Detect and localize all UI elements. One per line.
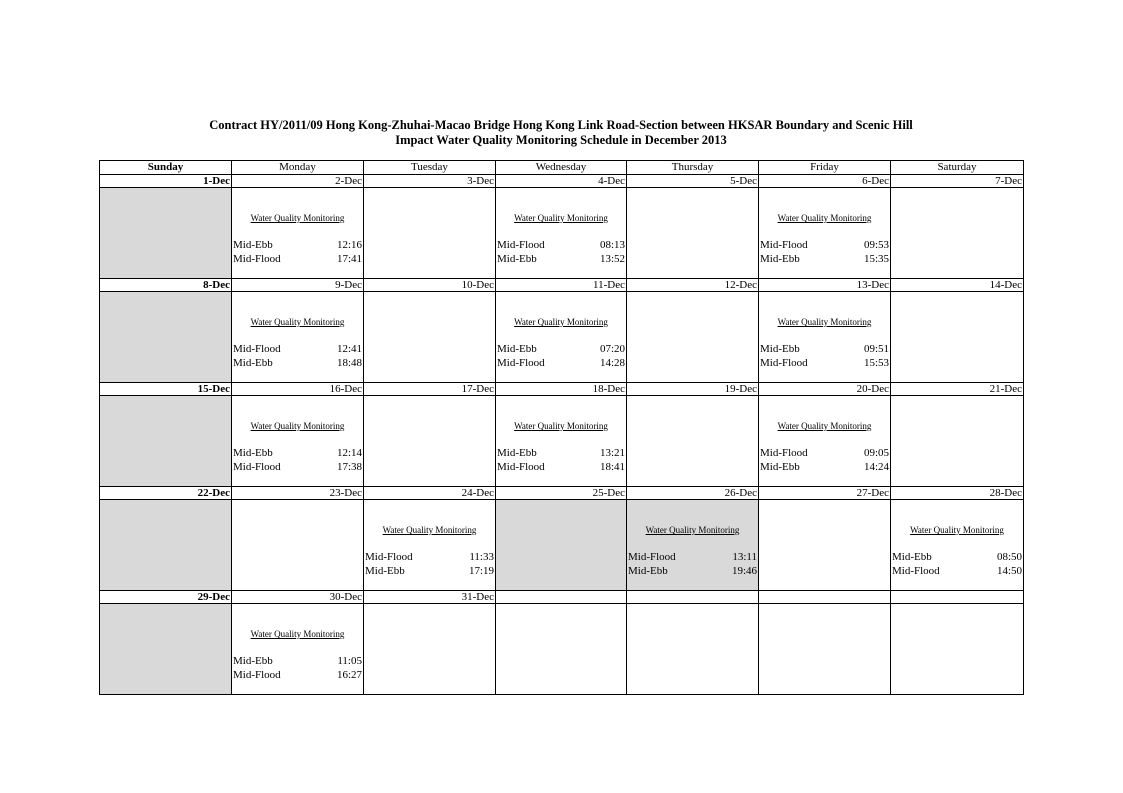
day-date: 9-Dec [232, 279, 364, 292]
tide-entry [233, 654, 362, 668]
tide-phase: Mid-Ebb [497, 343, 537, 355]
day-date: 1-Dec [100, 175, 232, 188]
day-cell [100, 396, 232, 487]
date-row [100, 175, 1024, 188]
tide-entry [497, 356, 625, 370]
day-date: 25-Dec [496, 487, 627, 500]
tide-phase: Mid-Flood [233, 669, 281, 681]
tide-phase: Mid-Flood [760, 357, 808, 369]
day-cell [496, 292, 627, 383]
day-date: 21-Dec [891, 383, 1024, 396]
week-row [100, 500, 1024, 591]
day-cell [232, 396, 364, 487]
weekday-header-row [100, 161, 1024, 175]
day-date: 11-Dec [496, 279, 627, 292]
tide-time: 13:11 [732, 551, 757, 563]
monitoring-event-label: Water Quality Monitoring [250, 421, 345, 431]
week-row [100, 292, 1024, 383]
tide-time: 09:05 [863, 447, 889, 459]
tide-phase: Mid-Ebb [497, 253, 537, 265]
monitoring-event-label: Water Quality Monitoring [250, 629, 345, 639]
tide-time: 07:20 [599, 343, 625, 355]
day-cell [232, 604, 364, 695]
monitoring-event-label: Water Quality Monitoring [514, 317, 608, 327]
day-cell [627, 500, 759, 591]
tide-entry [497, 446, 625, 460]
tide-phase: Mid-Ebb [497, 447, 537, 459]
tide-phase: Mid-Ebb [233, 447, 273, 459]
day-date: 30-Dec [232, 591, 364, 604]
tide-phase: Mid-Ebb [365, 565, 405, 577]
schedule-title [100, 118, 1022, 147]
weekday-header: Wednesday [496, 161, 627, 175]
week-row [100, 604, 1024, 695]
monitoring-event-label: Water Quality Monitoring [514, 213, 608, 223]
tide-phase: Mid-Ebb [233, 239, 273, 251]
day-date [496, 591, 627, 604]
tide-time: 14:28 [599, 357, 625, 369]
day-date: 16-Dec [232, 383, 364, 396]
day-cell [759, 500, 891, 591]
day-cell [627, 188, 759, 279]
tide-phase: Mid-Flood [760, 447, 808, 459]
tide-phase: Mid-Flood [497, 461, 545, 473]
tide-time: 08:50 [996, 551, 1022, 563]
monitoring-event-label: Water Quality Monitoring [250, 213, 345, 223]
tide-entry [760, 460, 889, 474]
day-cell [759, 188, 891, 279]
tide-time: 11:33 [469, 551, 494, 563]
day-cell [627, 292, 759, 383]
tide-time: 15:53 [863, 357, 889, 369]
tide-phase: Mid-Flood [233, 343, 281, 355]
day-cell [627, 396, 759, 487]
day-date: 18-Dec [496, 383, 627, 396]
day-cell [232, 500, 364, 591]
day-date: 24-Dec [364, 487, 496, 500]
day-cell [496, 396, 627, 487]
day-date: 19-Dec [627, 383, 759, 396]
day-cell [100, 604, 232, 695]
tide-time: 17:38 [336, 461, 362, 473]
day-date: 12-Dec [627, 279, 759, 292]
monitoring-event-label: Water Quality Monitoring [777, 421, 872, 431]
calendar-table [99, 160, 1024, 695]
monitoring-event-label: Water Quality Monitoring [777, 317, 872, 327]
day-date: 4-Dec [496, 175, 627, 188]
day-date: 29-Dec [100, 591, 232, 604]
monitoring-event-label: Water Quality Monitoring [250, 317, 345, 327]
tide-time: 13:52 [599, 253, 625, 265]
day-cell [496, 188, 627, 279]
tide-phase: Mid-Flood [233, 253, 281, 265]
tide-time: 12:41 [336, 343, 362, 355]
day-date: 15-Dec [100, 383, 232, 396]
day-cell [759, 604, 891, 695]
tide-entry [497, 460, 625, 474]
tide-entry [497, 342, 625, 356]
day-date: 23-Dec [232, 487, 364, 500]
tide-entry [628, 564, 757, 578]
tide-time: 14:50 [996, 565, 1022, 577]
day-cell [496, 604, 627, 695]
day-date [627, 591, 759, 604]
tide-entry [760, 342, 889, 356]
day-date: 20-Dec [759, 383, 891, 396]
day-date: 22-Dec [100, 487, 232, 500]
day-cell [364, 396, 496, 487]
tide-time: 09:51 [863, 343, 889, 355]
day-date: 5-Dec [627, 175, 759, 188]
tide-entry [497, 252, 625, 266]
title-line-1: Contract HY/2011/09 Hong Kong-Zhuhai-Macao Bridge Hong Kong Link Road-Section between HKSAR Boundary and Scenic Hill [209, 118, 913, 132]
tide-entry [760, 252, 889, 266]
tide-time: 15:35 [863, 253, 889, 265]
day-cell [364, 500, 496, 591]
day-date: 8-Dec [100, 279, 232, 292]
day-date: 28-Dec [891, 487, 1024, 500]
day-cell [891, 396, 1024, 487]
date-row [100, 487, 1024, 500]
tide-time: 13:21 [599, 447, 625, 459]
tide-phase: Mid-Flood [233, 461, 281, 473]
day-cell [232, 292, 364, 383]
day-date: 13-Dec [759, 279, 891, 292]
week-row [100, 396, 1024, 487]
day-date: 31-Dec [364, 591, 496, 604]
tide-entry [892, 564, 1022, 578]
tide-phase: Mid-Ebb [760, 343, 800, 355]
day-cell [891, 604, 1024, 695]
day-cell [627, 604, 759, 695]
day-date: 7-Dec [891, 175, 1024, 188]
weekday-header: Thursday [627, 161, 759, 175]
day-cell [364, 292, 496, 383]
date-row [100, 279, 1024, 292]
day-date: 3-Dec [364, 175, 496, 188]
tide-entry [233, 342, 362, 356]
day-date [891, 591, 1024, 604]
day-date: 6-Dec [759, 175, 891, 188]
tide-entry [628, 550, 757, 564]
day-date: 2-Dec [232, 175, 364, 188]
weekday-header: Tuesday [364, 161, 496, 175]
day-date: 26-Dec [627, 487, 759, 500]
day-cell [759, 292, 891, 383]
tide-time: 14:24 [863, 461, 889, 473]
date-row [100, 383, 1024, 396]
tide-phase: Mid-Ebb [760, 253, 800, 265]
tide-time: 18:48 [336, 357, 362, 369]
tide-time: 11:05 [337, 655, 362, 667]
tide-phase: Mid-Ebb [233, 655, 273, 667]
day-date: 10-Dec [364, 279, 496, 292]
week-row [100, 188, 1024, 279]
day-cell [100, 500, 232, 591]
weekday-header: Sunday [100, 161, 232, 175]
day-cell [891, 188, 1024, 279]
tide-entry [760, 446, 889, 460]
day-cell [759, 396, 891, 487]
tide-entry [233, 238, 362, 252]
tide-entry [233, 356, 362, 370]
monitoring-event-label: Water Quality Monitoring [382, 525, 477, 535]
tide-entry [365, 564, 494, 578]
monitoring-event-label: Water Quality Monitoring [777, 213, 872, 223]
day-cell [891, 292, 1024, 383]
tide-entry [365, 550, 494, 564]
weekday-header: Friday [759, 161, 891, 175]
tide-phase: Mid-Flood [365, 551, 413, 563]
tide-time: 17:41 [336, 253, 362, 265]
day-cell [891, 500, 1024, 591]
tide-time: 08:13 [599, 239, 625, 251]
tide-phase: Mid-Ebb [760, 461, 800, 473]
day-cell [364, 604, 496, 695]
tide-phase: Mid-Flood [497, 239, 545, 251]
tide-entry [233, 252, 362, 266]
tide-phase: Mid-Flood [497, 357, 545, 369]
day-cell [100, 188, 232, 279]
tide-time: 16:27 [336, 669, 362, 681]
day-date: 27-Dec [759, 487, 891, 500]
monitoring-event-label: Water Quality Monitoring [514, 421, 608, 431]
day-cell [100, 292, 232, 383]
weekday-header: Monday [232, 161, 364, 175]
tide-phase: Mid-Flood [760, 239, 808, 251]
tide-entry [233, 460, 362, 474]
day-date: 14-Dec [891, 279, 1024, 292]
tide-time: 19:46 [731, 565, 757, 577]
day-cell [232, 188, 364, 279]
tide-phase: Mid-Flood [892, 565, 940, 577]
tide-time: 09:53 [863, 239, 889, 251]
day-cell [364, 188, 496, 279]
day-date: 17-Dec [364, 383, 496, 396]
monitoring-event-label: Water Quality Monitoring [910, 525, 1004, 535]
tide-time: 12:16 [336, 239, 362, 251]
tide-phase: Mid-Ebb [233, 357, 273, 369]
tide-entry [233, 446, 362, 460]
tide-entry [233, 668, 362, 682]
weekday-header: Saturday [891, 161, 1024, 175]
tide-phase: Mid-Flood [628, 551, 676, 563]
tide-entry [760, 356, 889, 370]
tide-time: 12:14 [336, 447, 362, 459]
tide-time: 17:19 [468, 565, 494, 577]
tide-entry [760, 238, 889, 252]
tide-entry [892, 550, 1022, 564]
monitoring-event-label: Water Quality Monitoring [645, 525, 740, 535]
title-line-2: Impact Water Quality Monitoring Schedule in December 2013 [395, 132, 727, 147]
tide-time: 18:41 [599, 461, 625, 473]
tide-phase: Mid-Ebb [892, 551, 932, 563]
day-date [759, 591, 891, 604]
tide-phase: Mid-Ebb [628, 565, 668, 577]
date-row [100, 591, 1024, 604]
day-cell [496, 500, 627, 591]
tide-entry [497, 238, 625, 252]
